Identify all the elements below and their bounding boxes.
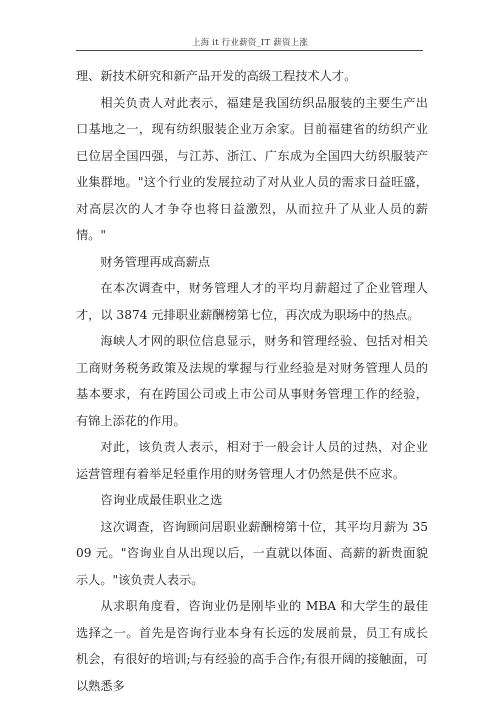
document-body: [76, 63, 428, 699]
paragraph-consulting-career: 从求职角度看，咨询业仍是刚毕业的 MBA 和大学生的最佳选择之一。首先是咨询行业本身有长远的发展前景，员工有成长机会，有很好的培训;与有经验的高手合作;有很开阔的接触面，可以熟悉多: [76, 599, 428, 693]
paragraph-finance-requirements: 海峡人才网的职位信息显示，财务和管理经验、包括对相关工商财务税务政策及法规的掌握与行业经验是对财务管理人员的基本要求，有在跨国公司或上市公司从事财务管理工作的经验，有锦上添花的作用。: [76, 334, 428, 428]
section-heading-finance: 财务管理再成高薪点: [100, 254, 211, 269]
page-header: 上海 it 行业薪资_IT 薪资上涨: [191, 38, 309, 48]
paragraph-consulting-salary: 这次调查，咨询顾问居职业薪酬榜第十位，其平均月薪为 3509 元。"咨询业自从出现以后，一直就以体面、高薪的新贵面貌示人。"该负责人表示。: [76, 519, 428, 587]
section-heading-consulting: 咨询业成最佳职业之选: [100, 493, 223, 507]
paragraph-finance-salary: 在本次调查中，财务管理人才的平均月薪超过了企业管理人才，以 3874 元排职业薪酬榜第七位，再次成为职场中的热点。: [76, 281, 428, 322]
paragraph-finance-demand: 对此，该负责人表示，相对于一般会计人员的过热，对企业运营管理有着举足轻重作用的财务管理人才仍然是供不应求。: [76, 440, 428, 481]
header-rule: [76, 50, 423, 51]
paragraph-fujian-textile: 相关负责人对此表示，福建是我国纺织品服装的主要生产出口基地之一，现有纺织服装企业万余家。目前福建省的纺织产业已位居全国四强，与江苏、浙江、广东成为全国四大纺织服装产业集群地。"这个行业的发展拉动了对从业人员的需求日益旺盛，对高层次的人才争夺也将日益激烈，从而拉升了从业人员的薪情。": [76, 95, 428, 242]
paragraph-continuation: 理、新技术研究和新产品开发的高级工程技术人才。: [76, 69, 357, 83]
